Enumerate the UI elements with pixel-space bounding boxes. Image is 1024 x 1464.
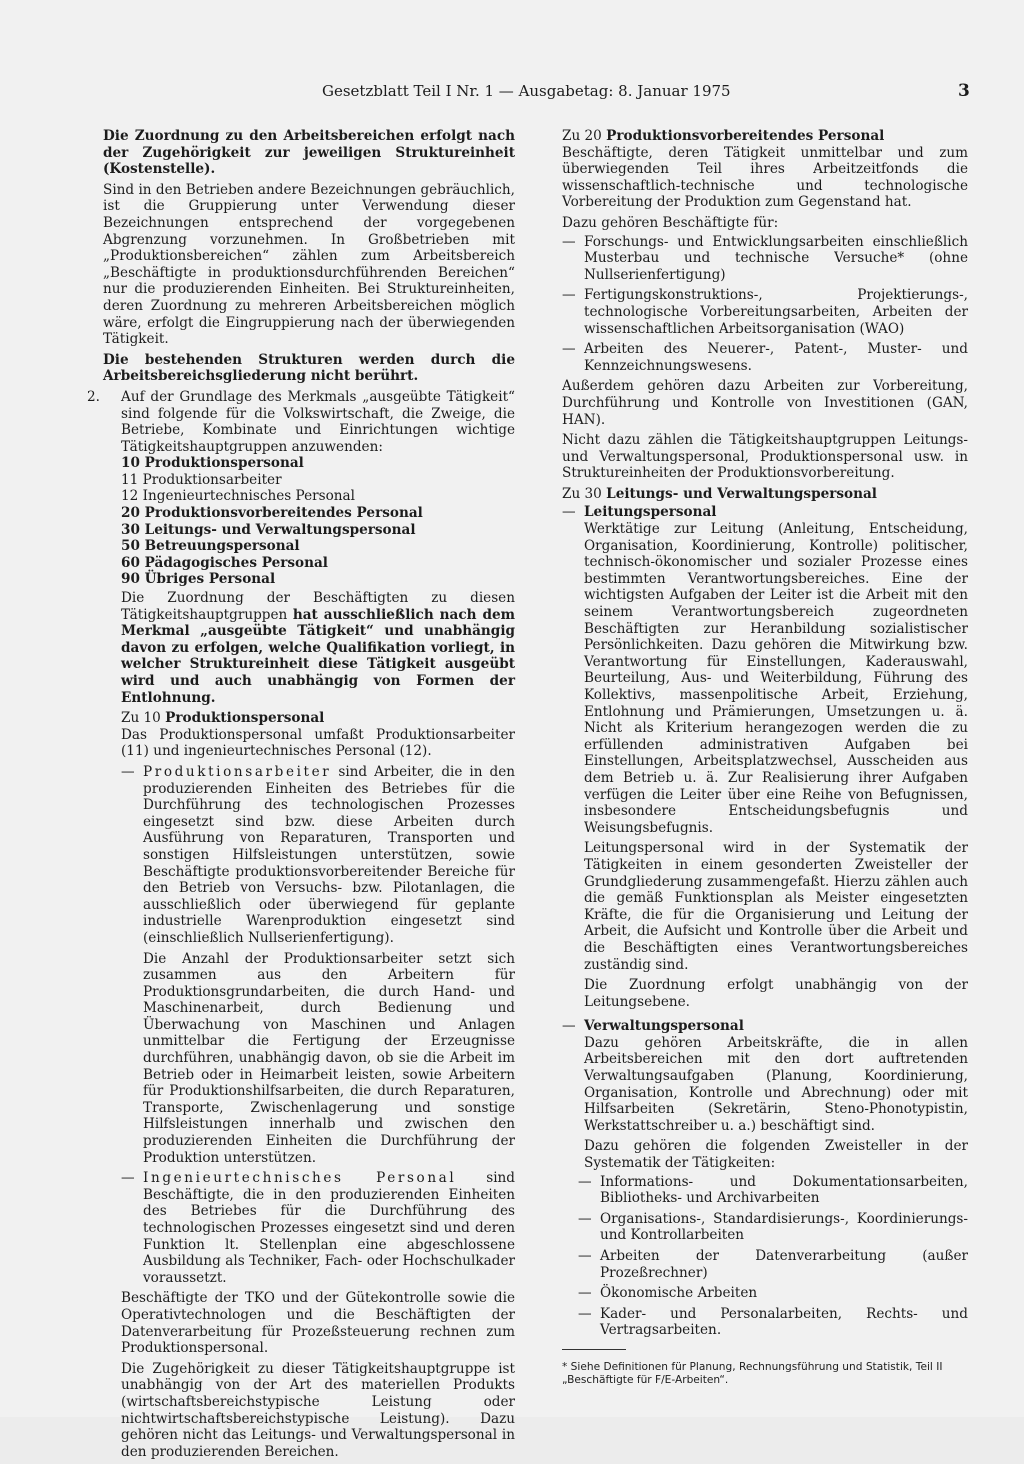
list-item-text: Arbeiten der Datenverarbeitung (außer Prozeßrechner) <box>600 1248 968 1281</box>
footnote: * Siehe Definitionen für Planung, Rechnungsführung und Statistik, Teil II „Beschäftigte für F/E-Arbeiten“. <box>562 1360 943 1386</box>
dash-text: sind Arbeiter, die in den produzierenden Einheiten des Betriebes für die Durchführung des technologischen Prozesses eingesetzt sind bzw. diese Arbeiten durch Ausführung von Reparaturen, Transporten und sonstigen Hilfsleistungen unterstützen, sowie Beschäftigte produktionsvorbereitender Bereiche für den Betrieb von Versuchs- bzw. Pilotanlagen, die ausschließlich oder überwiegend für geplante industrielle Warenproduktion eingesetzt sind (einschließlich Nullserienfertigung). <box>143 763 515 946</box>
paragraph-ausserdem: Außerdem gehören dazu Arbeiten zur Vorbereitung, Durchführung und Kontrolle von Investitionen (GAN, HAN). <box>562 378 968 428</box>
list-item-text: Fertigungskonstruktions-, Projektierungs-, technologische Vorbereitungsarbeiten, Arbeiten der wissenschaftlichen Arbeitsorganisation (WAO) <box>584 287 968 337</box>
paragraph-strukturen: Die bestehenden Strukturen werden durch die Arbeitsbereichsgliederung nicht berührt. <box>103 351 515 385</box>
dash-text: sind Beschäftigte, die in den produzierenden Einheiten des Betriebes für die Durchführung des technologischen Prozesses eingesetzt sind und deren Funktion lt. Stellenplan eine abgeschlossene Ausbildung als Techniker, Fach- oder Hochschulkader voraussetzt. <box>143 1170 515 1286</box>
paragraph-nicht-dazu: Nicht dazu zählen die Tätigkeitshauptgruppen Leitungs- und Verwaltungspersonal, Produktionspersonal usw. in Struktureinheiten der Produktionsvorbereitung. <box>562 432 968 482</box>
section-heading-zu20 <box>562 128 968 145</box>
section-heading-zu30 <box>562 486 968 503</box>
list-item-text: Informations- und Dokumentationsarbeiten, Bibliotheks- und Archivarbeiten <box>600 1173 968 1207</box>
right-column <box>562 128 968 1397</box>
paragraph-leitungsebene: Die Zuordnung erfolgt unabhängig von der Leitungsebene. <box>584 977 968 1010</box>
text-run: Die Zuordnung der Beschäftigten zu diesen Tätigkeitshauptgruppen <box>121 590 515 623</box>
list-item: — Arbeiten des Neuerer-, Patent-, Muster- und Kennzeichnungswesens. <box>562 341 968 374</box>
paragraph-werktaetige: Werktätige zur Leitung (Anleitung, Entscheidung, Organisation, Koordinierung, Kontrolle) politischer, technisch-ökonomischer und sozialer Prozesse eines bestimmten Verantwortungsbereiches. Eine der wichtigsten Aufgaben der Leiter ist die Arbeit mit den seinem Verantwortungsbereich zugeordneten Beschäftigten zur Heranbildung sozialistischer Persönlichkeiten. Dazu gehören die Mitwirkung bzw. Verantwortung für Einstellungen, Kaderauswahl, Beurteilung, Aus- und Weiterbildung, Führung des Kollektivs, massenpolitische Arbeit, Erziehung, Entlohnung und Prämierungen, Umsetzungen u. ä. Nicht als Kriterium herangezogen werden die zu erfüllenden administrativen Aufgaben bei Einstellungen, Arbeitsplatzwechsel, Ausscheiden aus dem Betrieb u. ä. Zur Realisierung ihrer Aufgaben verfügen die Leiter über eine Reihe von Befugnissen, insbesondere Entscheidungsbefugnis und Weisungsbefugnis. <box>584 521 968 836</box>
list-item: — Organisations-, Standardisierungs-, Koordinierungs- und Kontrollarbeiten <box>578 1210 968 1244</box>
subsection-title: Verwaltungspersonal <box>584 1018 744 1035</box>
code-item: 10 Produktionspersonal <box>121 455 304 472</box>
subsection-verwaltungspersonal: — Verwaltungspersonal <box>562 1018 744 1035</box>
item-text: Auf der Grundlage des Merkmals „ausgeübte Tätigkeit“ sind folgende für die Volkswirtschaft, die Zweige, die Betriebe, Kombinate und Einrichtungen wichtige Tätigkeitshauptgruppen anzuwenden: <box>121 388 515 455</box>
section-heading-zu10 <box>121 710 515 727</box>
code-item: 12 Ingenieurtechnisches Personal <box>121 488 356 505</box>
heading-title: Leitungs- und Verwaltungspersonal <box>606 485 877 502</box>
page-header <box>0 82 1024 104</box>
paragraph-zugehoerigkeit: Die Zugehörigkeit zu dieser Tätigkeitshauptgruppe ist unabhängig von der Art des materiellen Produkts (wirtschaftsbereichstypische Leistung oder nichtwirtschaftsbereichstypische Leistung). Dazu gehören nicht das Leitungs- und Verwaltungspersonal in den produzierenden Bereichen. <box>121 1360 515 1460</box>
page-number: 3 <box>958 81 970 101</box>
dash-item-produktionsarbeiter: — Produktionsarbeiter sind Arbeiter, die in den produzierenden Einheiten des Betriebes für die Durchführung des technologischen Prozesses eingesetzt sind bzw. diese Arbeiten durch Ausführung von Reparaturen, Transporten und sonstigen Hilfsleistungen unterstützen, sowie Beschäftigte produktionsvorbereitender Bereiche für den Betrieb von Versuchs- bzw. Pilotanlagen, die ausschließlich oder überwiegend für geplante industrielle Warenproduktion eingesetzt sind (einschließlich Nullserienfertigung). <box>121 763 515 946</box>
list-item-text: Ökonomische Arbeiten <box>600 1285 758 1302</box>
list-item: — Arbeiten der Datenverarbeitung (außer Prozeßrechner) <box>578 1248 968 1281</box>
header-title: Gesetzblatt Teil I Nr. 1 — Ausgabetag: 8. Januar 1975 <box>322 82 731 100</box>
paragraph-dazu: Dazu gehören Beschäftigte für: <box>562 214 779 231</box>
footnote-rule <box>562 1349 626 1350</box>
numbered-item-2 <box>87 388 515 1460</box>
code-item: 50 Betreuungspersonal <box>121 538 300 555</box>
paragraph-anzahl: Die Anzahl der Produktionsarbeiter setzt sich zusammen aus den Arbeitern für Produktionsgrundarbeiten, die durch Hand- und Maschinenarbeit, durch Bedienung und Überwachung von Maschinen und Anlagen unmittelbar die Fertigung der Erzeugnisse durchführen, unabhängig davon, ob sie die Arbeit im Betrieb oder in Heimarbeit leisten, sowie Arbeitern für Produktionshilfsarbeiten, die durch Reparaturen, Transporte, Zwischenlagerung und sonstige Hilfsleistungen innerhalb und zwischen den produzierenden Einheiten die Durchführung der Produktion unterstützen. <box>143 950 515 1166</box>
list-item: — Fertigungskonstruktions-, Projektierungs-, technologische Vorbereitungsarbeiten, Arbeiten der wissenschaftlichen Arbeitsorganisation (WAO) <box>562 287 968 337</box>
list-item-text: Kader- und Personalarbeiten, Rechts- und Vertragsarbeiten. <box>600 1305 968 1339</box>
paragraph-zuordnung: Die Zuordnung zu den Arbeitsbereichen erfolgt nach der Zugehörigkeit zur jeweiligen Struktureinheit (Kostenstelle). <box>103 128 515 178</box>
list-item-text: Organisations-, Standardisierungs-, Koordinierungs- und Kontrollarbeiten <box>600 1210 968 1244</box>
paragraph-zuordnung-beschaeftigte <box>121 590 515 706</box>
dash-item-ingenieurtechnisches: — Ingenieurtechnisches Personal sind Beschäftigte, die in den produzierenden Einheiten des Betriebes für die Durchführung des technologischen Prozesses eingesetzt sind und deren Funktion lt. Stellenplan eine abgeschlossene Ausbildung als Techniker, Fach- oder Hochschulkader voraussetzt. <box>121 1170 515 1286</box>
code-item: 20 Produktionsvorbereitendes Personal <box>121 505 423 522</box>
paragraph-systematik: Leitungspersonal wird in der Systematik der Tätigkeiten in einem gesonderten Zweisteller der Grundgliederung zusammengefaßt. Hierzu zählen auch die gemäß Funktionsplan als Meister eingesetzten Kräfte, die für die Organisierung und Leitung der Arbeit, die Aufsicht und Kontrolle über die Arbeit und die Beschäftigten eines Verantwortungsbereiches zuständig sind. <box>584 840 968 973</box>
code-list <box>121 455 515 588</box>
paragraph-zweisteller: Dazu gehören die folgenden Zweisteller in der Systematik der Tätigkeiten: <box>584 1138 968 1172</box>
text-run-bold: hat ausschließlich nach dem Merkmal „ausgeübte Tätigkeit“ und unabhängig davon zu erfolgen, welche Qualifikation vorliegt, in welcher Struktureinheit diese Tätigkeit ausgeübt wird und auch unabhängig von Formen der Entlohnung. <box>121 606 515 706</box>
code-item: 11 Produktionsarbeiter <box>121 471 282 488</box>
paragraph-arbeitskraefte: Dazu gehören Arbeitskräfte, die in allen Arbeitsbereichen mit den dort auftretenden Verwaltungsaufgaben (Planung, Koordinierung, Organisation, Kontrolle und Abrechnung) oder mit Hilfsarbeiten (Sekretärin, Steno-Phonotypistin, Werkstattschreiber u. a.) beschäftigt sind. <box>584 1034 968 1134</box>
dash-term: Produktionsarbeiter <box>143 763 332 780</box>
heading-title: Produktionsvorbereitendes Personal <box>606 128 885 144</box>
code-item: 30 Leitungs- und Verwaltungspersonal <box>121 521 416 538</box>
list-item-text: Forschungs- und Entwicklungsarbeiten einschließlich Musterbau und technische Versuche* (ohne Nullserienfertigung) <box>584 233 968 283</box>
paragraph-tko: Beschäftigte der TKO und der Gütekontrolle sowie die Operativtechnologen und die Beschäftigten der Datenverarbeitung für Prozeßsteuerung rechnen zum Produktionspersonal. <box>121 1290 515 1357</box>
paragraph-bezeichnungen: Sind in den Betrieben andere Bezeichnungen gebräuchlich, ist die Gruppierung unter Verwendung dieser Bezeichnungen entsprechend der vorgegebenen Abgrenzung vorzunehmen. In Großbetrieben mit „Produktionsbereichen“ zählen zum Arbeitsbereich „Beschäftigte in produktionsdurchführenden Bereichen“ nur die produzierenden Einheiten. Bei Struktureinheiten, deren Zuordnung zu mehreren Arbeitsbereichen möglich wäre, erfolgt die Eingruppierung nach der überwiegenden Tätigkeit. <box>103 181 515 348</box>
list-item: — Informations- und Dokumentationsarbeiten, Bibliotheks- und Archivarbeiten <box>578 1173 968 1207</box>
left-column <box>87 128 515 1464</box>
heading-prefix: Zu 10 <box>121 710 166 727</box>
heading-title: Produktionspersonal <box>165 710 325 727</box>
item-number: 2. <box>87 388 100 405</box>
subsection-leitungspersonal: — Leitungspersonal <box>562 504 717 521</box>
code-item: 60 Pädagogisches Personal <box>121 554 328 571</box>
code-item: 90 Übriges Personal <box>121 571 276 588</box>
list-item-text: Arbeiten des Neuerer-, Patent-, Muster- und Kennzeichnungswesens. <box>584 341 968 374</box>
dash-term: Ingenieurtechnisches Personal <box>143 1170 457 1187</box>
heading-prefix: Zu 30 <box>562 485 607 502</box>
paragraph-beschaeftigte: Beschäftigte, deren Tätigkeit unmittelbar und zum überwiegenden Teil ihres Arbeitzeitfonds die wissenschaftlich-technische und technologische Vorbereitung der Produktion zum Gegenstand hat. <box>562 144 968 211</box>
heading-prefix: Zu 20 <box>562 128 607 144</box>
subsection-title: Leitungspersonal <box>584 504 717 521</box>
list-item: — Forschungs- und Entwicklungsarbeiten einschließlich Musterbau und technische Versuche* (ohne Nullserienfertigung) <box>562 233 968 283</box>
paragraph-produktionspersonal: Das Produktionspersonal umfaßt Produktionsarbeiter (11) und ingenieurtechnisches Personal (12). <box>121 726 515 760</box>
list-item: — Kader- und Personalarbeiten, Rechts- und Vertragsarbeiten. <box>578 1305 968 1339</box>
list-item: — Ökonomische Arbeiten <box>578 1285 758 1302</box>
